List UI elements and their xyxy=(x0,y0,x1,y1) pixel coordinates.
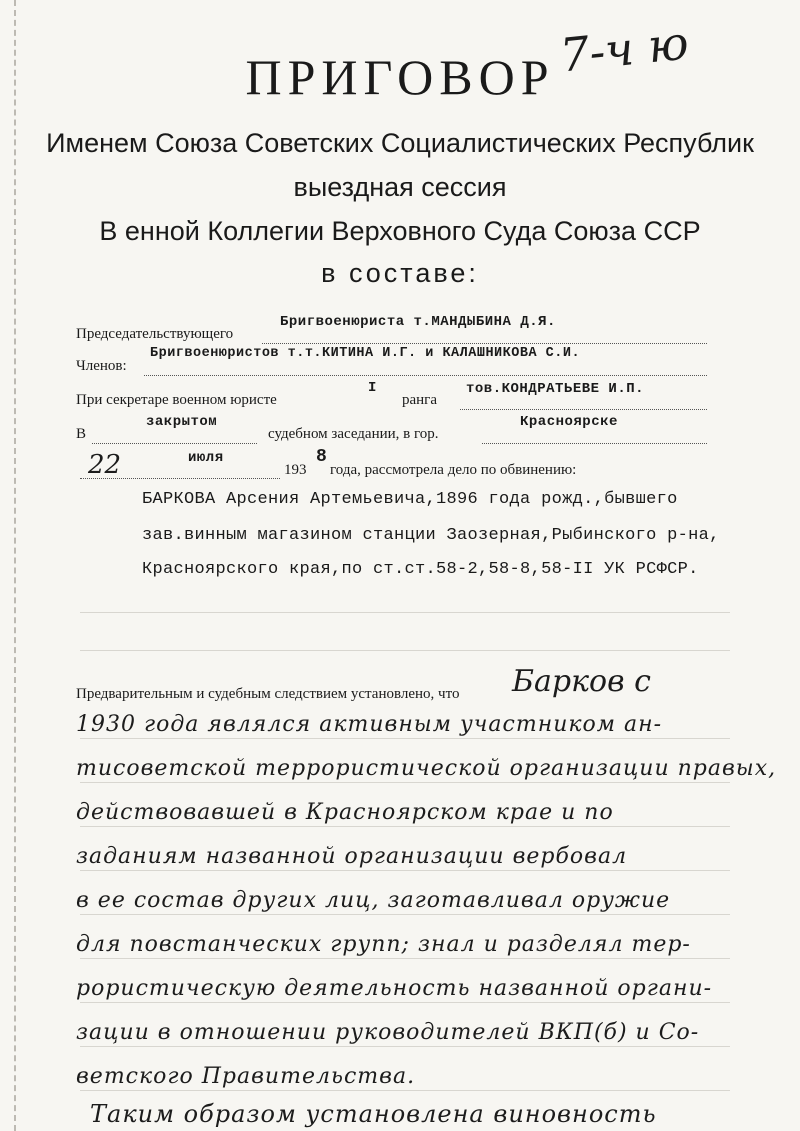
ruled-line xyxy=(80,1002,730,1003)
ruled-line xyxy=(80,738,730,739)
accused-line-3: Красноярского края,по ст.ст.58-2,58-8,58-II УК РСФСР. xyxy=(142,560,699,579)
handwritten-line-8: рористическую деятельность названной органи- xyxy=(76,976,713,1001)
handwritten-line-2: 1930 года являлся активным участником ан- xyxy=(76,712,663,737)
ruled-line xyxy=(80,870,730,871)
ruled-line xyxy=(80,914,730,915)
handwritten-corner-mark: 7-ч ю xyxy=(557,15,692,83)
ruled-line xyxy=(80,958,730,959)
year-suffix: года, рассмотрела дело по обвинению: xyxy=(330,462,577,478)
ruled-line xyxy=(80,782,730,783)
secretary-label: При секретаре военном юристе xyxy=(76,392,277,408)
ruled-line xyxy=(80,1090,730,1091)
year-digit: 8 xyxy=(316,447,328,467)
header-line-2: выездная сессия xyxy=(293,172,507,202)
chair-value: Бригвоенюриста т.МАНДЫБИНА Д.Я. xyxy=(280,314,556,330)
session-prefix: В xyxy=(76,426,87,442)
members-value: Бригвоенюристов т.т.КИТИНА И.Г. и КАЛАШНИКОВА С.И. xyxy=(150,346,581,361)
header-line-4: в составе: xyxy=(321,258,479,288)
handwritten-line-1: Барков с xyxy=(512,664,651,699)
rank-label: ранга xyxy=(402,392,437,408)
handwritten-line-4: действовавшей в Красноярском крае и по xyxy=(76,800,614,825)
ruled-line xyxy=(80,612,730,613)
members-label: Членов: xyxy=(76,358,127,374)
members-underline xyxy=(144,375,707,376)
secretary-underline xyxy=(460,409,707,410)
handwritten-line-9: зации в отношении руководителей ВКП(б) и Со- xyxy=(76,1020,700,1045)
handwritten-line-6: в ее состав других лиц, заготавливал оружие xyxy=(76,888,671,913)
document-title: ПРИГОВОР xyxy=(245,49,555,105)
accused-line-1: БАРКОВА Арсения Артемьевича,1896 года рожд.,бывшего xyxy=(142,490,678,509)
day-value: 22 xyxy=(88,450,122,480)
handwritten-line-7: для повстанческих групп; знал и разделял тер- xyxy=(76,932,691,957)
session-type: закрытом xyxy=(146,414,218,430)
city-underline xyxy=(482,443,707,444)
handwritten-line-5: заданиям названной организации вербовал xyxy=(76,844,628,869)
handwritten-line-11: Таким образом установлена виновность xyxy=(90,1100,657,1128)
ruled-line xyxy=(80,650,730,651)
session-type-underline xyxy=(92,443,257,444)
ruled-line xyxy=(80,1046,730,1047)
chair-underline xyxy=(262,343,707,344)
punch-margin xyxy=(14,0,16,1131)
findings-label: Предварительным и судебным следствием установлено, что xyxy=(76,686,460,702)
ruled-line xyxy=(80,826,730,827)
session-label: судебном заседании, в гор. xyxy=(268,426,439,442)
month-value: июля xyxy=(188,450,224,466)
secretary-value: тов.КОНДРАТЬЕВЕ И.П. xyxy=(466,381,645,397)
year-prefix: 193 xyxy=(284,462,307,478)
header-line-3: В енной Коллегии Верховного Суда Союза ССР xyxy=(99,216,701,246)
handwritten-line-3: тисоветской террористической организации правых, xyxy=(76,756,777,781)
accused-line-2: зав.винным магазином станции Заозерная,Рыбинского р-на, xyxy=(142,526,720,545)
chair-label: Председательствующего xyxy=(76,326,234,342)
handwritten-line-10: ветского Правительства. xyxy=(76,1064,416,1089)
date-underline xyxy=(80,478,280,479)
secretary-rank: I xyxy=(368,380,377,396)
city-value: Красноярске xyxy=(520,414,618,430)
header-line-1: Именем Союза Советских Социалистических Республик xyxy=(46,128,754,158)
